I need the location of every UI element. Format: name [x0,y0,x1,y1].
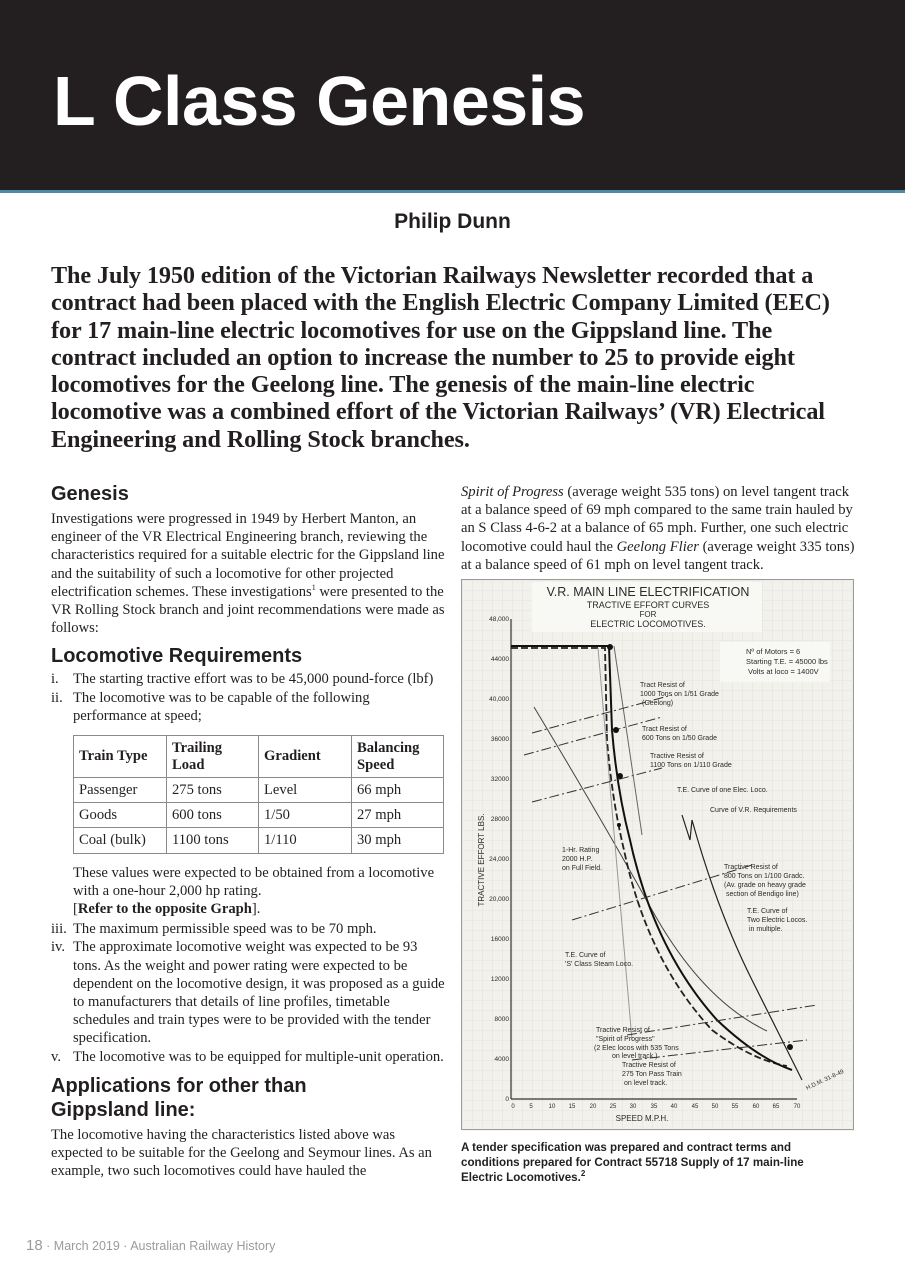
annotation: 800 Tons on 1/100 Gradc. [724,873,805,881]
balance-point [613,727,619,733]
x-tick: 35 [650,1104,658,1111]
annotation: (Geelong) [642,700,674,708]
annotation: Tractive Resist of [650,753,704,761]
y-tick: 0 [505,1096,509,1104]
annotation: "Spirit of Progress" [596,1036,655,1044]
requirement-item [51,689,446,919]
annotation: 2000 H.P. [562,856,593,864]
annotation: on level track.) [612,1053,658,1061]
y-tick: 40,000 [489,696,509,704]
table-cell: 1/50 [259,803,352,828]
annotation: on Full Field. [562,865,603,873]
table-cell: 1100 tons [167,828,259,853]
section-heading-requirements: Locomotive Requirements [51,645,303,668]
requirement-text: The locomotive was to be capable of the following performance at speed; [73,689,370,724]
table-row [74,803,444,828]
article-title: L Class Genesis [53,62,586,140]
requirement-text: The locomotive was to be equipped for multiple-unit operation. [73,1048,444,1065]
y-tick: 28000 [490,816,509,824]
annotation: (2 Elec locos with 535 Tons [594,1045,679,1053]
footer-text: · March 2019 · Australian Railway History [42,1239,276,1253]
list-marker: iv. [51,939,66,956]
table-cell: 1/110 [259,828,352,853]
annotation: Two Electric Locos. [747,917,808,925]
genesis-paragraph [51,510,446,637]
annotation: Tractive Resist of [724,864,778,872]
table-header: Trailing Load [167,736,259,778]
y-axis-label: TRACTIVE EFFORT LBS. [477,813,486,907]
requirement-item [51,920,446,938]
y-tick: 36000 [490,736,509,744]
x-tick: 5 [529,1104,533,1111]
bracket: ]. [251,901,261,918]
annotation: Tractive Resist of [596,1027,650,1035]
tractive-effort-chart [461,579,854,1130]
train-name: Geelong Flier [616,538,699,555]
y-tick: 24,000 [489,856,509,864]
table-cell: 66 mph [352,778,444,803]
table-cell: Level [259,778,352,803]
table-header: Train Type [74,736,167,778]
signature: H.D.M. 31-8-49 [805,1069,846,1092]
y-tick: 44000 [490,656,509,664]
page-footer [26,1237,275,1254]
x-tick: 70 [793,1104,801,1111]
continued-text: (average weight 535 tons) on level tangent track at a balance speed of 69 mph compared to the same train hauled by an S Class 4-6-2 at a balance of 65 mph. Further, one such electric locomotive could haul the [461,484,853,555]
y-tick: 32000 [490,776,509,784]
annotation: 1000 Tons on 1/51 Grade [640,691,719,699]
x-tick: 30 [629,1104,637,1111]
table-header-row [74,736,444,778]
x-tick: 40 [670,1104,678,1111]
caption-text: A tender specification was prepared and contract terms and conditions prepared for Contract 55718 Supply of 17 main-line Electric Locomotives. [461,1141,804,1185]
continued-text: (average weight 335 tons) at a balance speed of 61 mph on level tangent track. [461,538,855,573]
requirement-item [51,1048,446,1066]
series-label: Curve of V.R. Requirements [710,807,797,815]
figure-caption [461,1140,841,1185]
annotation: Tract Resist of [642,726,687,734]
footnote-ref-1: 1 [311,582,316,592]
title-banner [0,0,905,193]
requirement-text: The approximate locomotive weight was expected to be 93 tons. As the weight and power rating were expected to be dependent on the locomotive design, it was proposed as a guide to manufacturers that details of line profiles, timetable schedules and train types were to be provided with the tender specification. [73,939,445,1047]
annotation: 1-Hr. Rating [562,847,600,855]
author-byline: Philip Dunn [394,210,511,233]
y-tick: 16000 [490,936,509,944]
chart-subtitle: FOR [639,610,657,620]
list-marker: ii. [51,689,63,706]
y-tick: 12000 [490,976,509,984]
y-tick: 20,000 [489,896,509,904]
info-line: Nº of Motors = 6 [746,647,801,657]
table-header: Gradient [259,736,352,778]
annotation: in multiple. [749,926,783,934]
requirements-list [51,670,446,1065]
x-tick: 65 [772,1104,780,1111]
genesis-text: Investigations were progressed in 1949 by Herbert Manton, an engineer of the VR Electrical Engineering branch, reviewing the characteristics required for a suitable electric for the Gippsland line and the suitability of such a locomotive for other projected electrification schemes. These investigations [51,511,445,600]
annotation: section of Bendigo line) [726,891,799,899]
table-cell: 27 mph [352,803,444,828]
table-note-text: These values were expected to be obtained from a locomotive with a one-hour 2,000 hp rating. [73,864,435,899]
annotation: T.E. Curve of [747,908,788,916]
table-cell: Goods [74,803,167,828]
table-cell: 30 mph [352,828,444,853]
balance-point [607,644,613,650]
section-heading-applications [51,1074,446,1122]
chart-svg [462,580,855,1131]
x-tick: 15 [568,1104,576,1111]
continued-paragraph [461,483,861,574]
annotation: 600 Tons on 1/50 Grade [642,735,717,743]
y-tick: 4000 [494,1056,509,1064]
chart-subtitle: ELECTRIC LOCOMOTIVES. [590,619,706,630]
bracket: [ [73,901,78,918]
requirement-text: The starting tractive effort was to be 45,000 pound-force (lbf) [73,671,434,688]
table-row [74,828,444,853]
x-tick: 20 [589,1104,597,1111]
rating-point [617,823,621,827]
heading-line: Applications for other than [51,1074,307,1097]
section-heading-genesis: Genesis [51,483,129,505]
annotation: Tract Resist of [640,682,685,690]
annotation: on level track. [624,1080,668,1088]
train-name: Spirit of Progress [461,484,564,500]
lede-paragraph: The July 1950 edition of the Victorian Railways Newsletter recorded that a contract had been placed with the English Electric Company Limited (EEC) for 17 main-line electric locomotives for use on the Gippsland line. The contract included an option to increase the number to 25 to provide eight locomotives for the Geelong line. The genesis of the main-line electric locomotive was a combined effort of the Victorian Railways’ (VR) Electrical Engineering and Rolling Stock branches. [51,262,830,453]
x-tick: 25 [609,1104,617,1111]
annotation: T.E. Curve of [565,952,606,960]
table-cell: 275 tons [167,778,259,803]
requirement-text: The maximum permissible speed was to be 70 mph. [73,921,377,938]
y-tick: 8000 [494,1016,509,1024]
requirement-item [51,670,446,688]
table-note [73,864,446,919]
x-tick: 60 [752,1104,760,1111]
list-marker: iii. [51,921,67,938]
x-tick: 10 [548,1104,556,1111]
x-tick: 50 [711,1104,719,1111]
x-tick: 55 [731,1104,739,1111]
table-header: Balancing Speed [352,736,444,778]
balance-point [787,1044,793,1050]
genesis-text-cont: were presented to the VR Rolling Stock branch and joint recommendations were made as follows: [51,583,445,637]
annotation: 'S' Class Steam Loco. [565,961,634,969]
series-label: T.E. Curve of one Elec. Loco. [677,787,768,795]
list-marker: i. [51,671,59,688]
table-cell: Passenger [74,778,167,803]
x-tick-labels [511,1104,801,1110]
chart-title: V.R. MAIN LINE ELECTRIFICATION [546,585,750,600]
annotation: 275 Ton Pass Train [622,1071,682,1079]
left-column [51,482,446,1180]
footnote-ref-2: 2 [580,1169,586,1179]
annotation: Tractive Resist of [622,1062,676,1070]
table-cell: Coal (bulk) [74,828,167,853]
table-row [74,778,444,803]
annotation: 1100 Tons on 1/110 Grade [650,762,732,770]
y-tick: 48,000 [489,616,509,624]
requirement-item [51,938,446,1047]
performance-table [73,735,444,854]
chart-subtitle: TRACTIVE EFFORT CURVES [586,600,710,611]
x-axis-label: SPEED M.P.H. [615,1114,669,1124]
annotation: (Av. grade on heavy grade [724,882,806,890]
graph-reference: Refer to the opposite Graph [77,901,252,918]
balance-point [617,773,623,779]
info-line: Volts at loco = 1400V [748,667,819,677]
x-tick: 45 [691,1104,699,1111]
info-line: Starting T.E. = 45000 lbs [746,657,828,667]
right-column [461,483,861,1185]
x-tick: 0 [511,1104,515,1111]
page-number: 18 [26,1237,43,1254]
applications-paragraph: The locomotive having the characteristics listed above was expected to be suitable for the Geelong and Seymour lines. As an example, two such locomotives could have hauled the [51,1126,432,1180]
table-cell: 600 tons [167,803,259,828]
list-marker: v. [51,1048,61,1065]
heading-line: Gippsland line: [51,1098,196,1121]
